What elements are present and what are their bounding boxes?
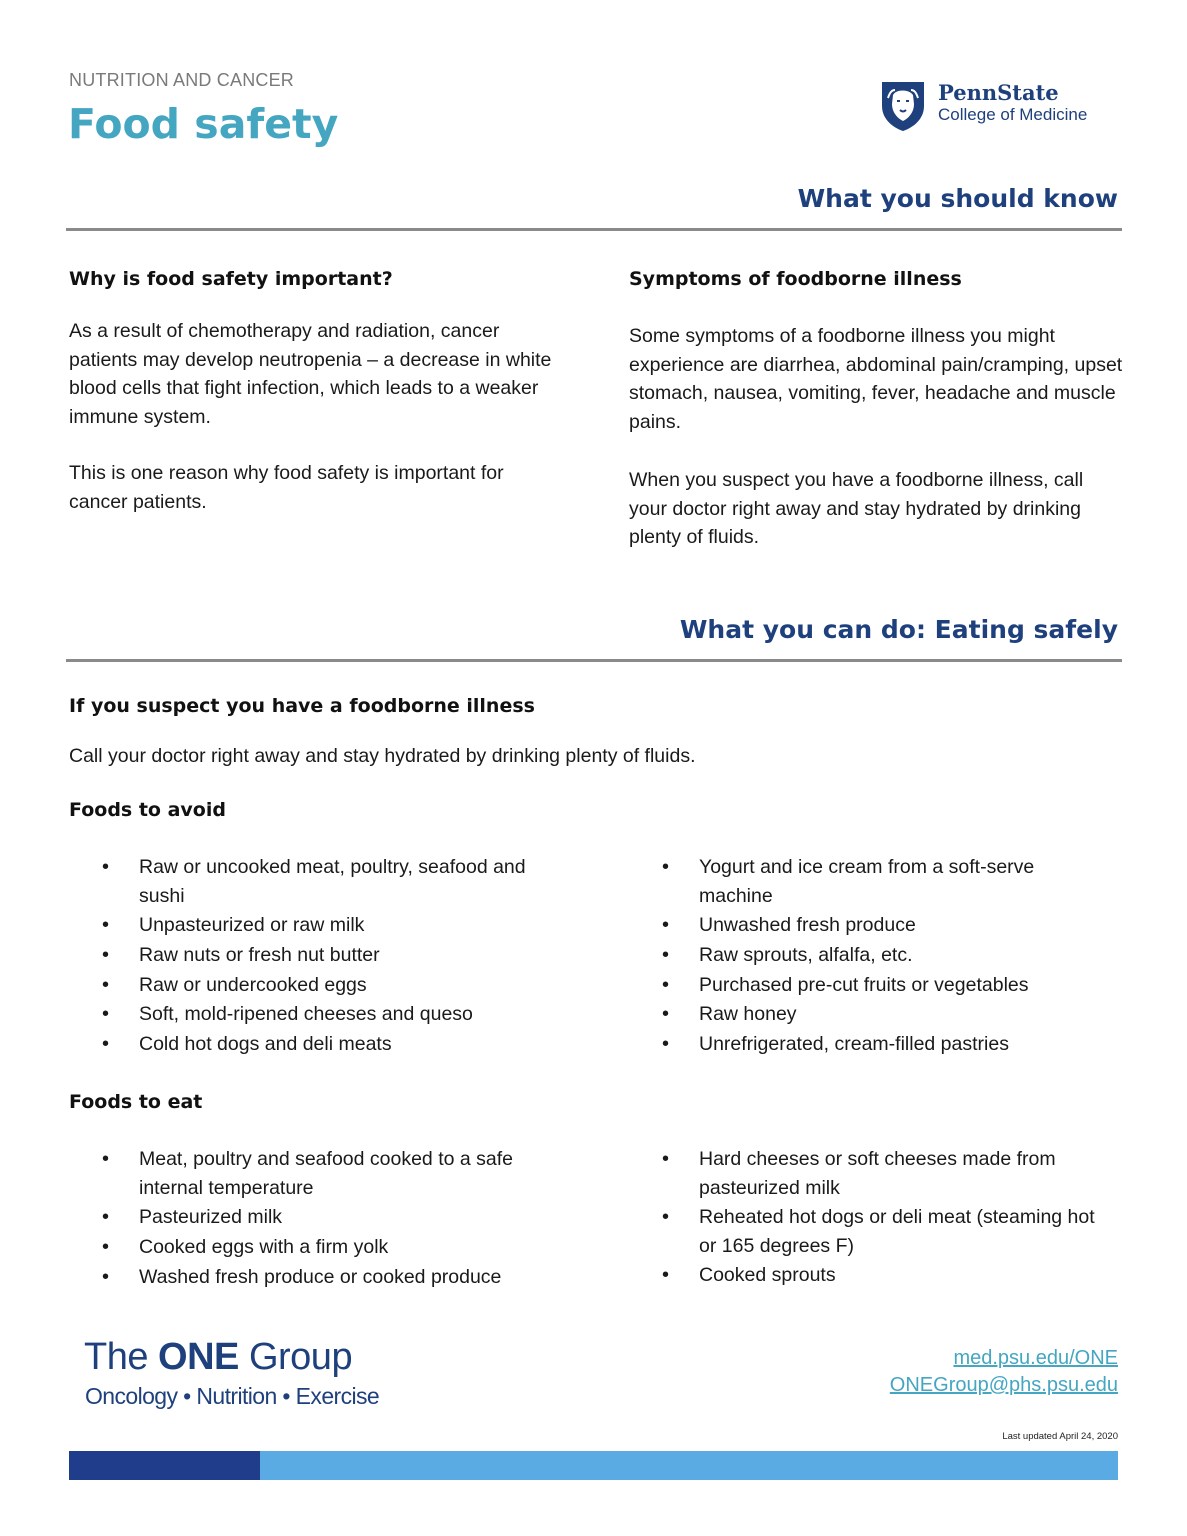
list-item: • Yogurt and ice cream from a soft-serve machine xyxy=(629,853,1089,910)
footer-links xyxy=(890,1345,1118,1399)
list-item: • Unrefrigerated, cream-filled pastries xyxy=(629,1030,1089,1059)
why-important-heading: Why is food safety important? xyxy=(69,268,393,290)
list-item: • Raw or undercooked eggs xyxy=(69,971,559,1000)
list-item: • Cooked sprouts xyxy=(629,1261,1109,1290)
section-heading-eating-safely: What you can do: Eating safely xyxy=(679,615,1118,644)
one-group-pre: The xyxy=(84,1336,159,1378)
foods-eat-list-left xyxy=(69,1145,559,1292)
one-group-bold: ONE xyxy=(158,1336,239,1378)
foods-avoid-list-left xyxy=(69,853,559,1060)
logo-wordmark: PennState xyxy=(938,80,1059,105)
footer-bar-light xyxy=(260,1451,1118,1480)
list-item: • Soft, mold-ripened cheeses and queso xyxy=(69,1000,559,1029)
neutropenia-paragraph: As a result of chemotherapy and radiation, cancer patients may develop neutropenia – a decrease in white blood cells that fight infection, which leads to a weaker immune system. xyxy=(69,320,552,428)
list-item: • Washed fresh produce or cooked produce xyxy=(69,1263,559,1292)
foods-avoid-list-right xyxy=(629,853,1089,1060)
list-item: • Raw or uncooked meat, poultry, seafood and sushi xyxy=(69,853,559,910)
suspect-text: Call your doctor right away and stay hydrated by drinking plenty of fluids. xyxy=(69,745,696,767)
email-link[interactable]: ONEGroup@phs.psu.edu xyxy=(889,1374,1118,1396)
pennstate-logo[interactable] xyxy=(878,78,1118,134)
section-divider xyxy=(66,228,1122,231)
suspect-heading: If you suspect you have a foodborne illness xyxy=(69,695,535,717)
eyebrow-label: NUTRITION AND CANCER xyxy=(69,70,295,90)
section-heading-know: What you should know xyxy=(797,184,1118,213)
one-group-tagline: Oncology • Nutrition • Exercise xyxy=(85,1383,380,1409)
list-item: • Raw nuts or fresh nut butter xyxy=(69,941,559,970)
list-item: • Purchased pre-cut fruits or vegetables xyxy=(629,971,1089,1000)
foods-eat-list-right xyxy=(629,1145,1109,1291)
list-item: • Reheated hot dogs or deli meat (steaming hot or 165 degrees F) xyxy=(629,1203,1109,1260)
logo-subtitle: College of Medicine xyxy=(938,105,1088,124)
list-item: • Raw honey xyxy=(629,1000,1089,1029)
list-item: • Meat, poultry and seafood cooked to a safe internal temperature xyxy=(69,1145,559,1202)
list-item: • Pasteurized milk xyxy=(69,1203,559,1232)
page-title: Food safety xyxy=(68,100,339,148)
symptoms-heading: Symptoms of foodborne illness xyxy=(629,268,962,290)
list-item: • Unpasteurized or raw milk xyxy=(69,911,559,940)
symptoms-block xyxy=(629,268,1124,552)
list-item: • Hard cheeses or soft cheeses made from pasteurized milk xyxy=(629,1145,1109,1202)
symptoms-paragraph: Some symptoms of a foodborne illness you might experience are diarrhea, abdominal pain/cramping, upset stomach, nausea, vomiting, fever, headache and muscle pains. xyxy=(629,325,1123,433)
list-item: • Unwashed fresh produce xyxy=(629,911,1089,940)
why-important-block xyxy=(69,268,559,516)
list-item: • Cold hot dogs and deli meats xyxy=(69,1030,559,1059)
foods-avoid-heading: Foods to avoid xyxy=(69,799,226,821)
one-group-logo xyxy=(84,1336,352,1379)
last-updated: Last updated April 24, 2020 xyxy=(1002,1431,1118,1442)
nittany-lion-shield-icon xyxy=(878,78,928,132)
footer-bar-dark xyxy=(69,1451,260,1480)
list-item: • Cooked eggs with a firm yolk xyxy=(69,1233,559,1262)
section-divider xyxy=(66,659,1122,662)
suspect-paragraph: When you suspect you have a foodborne illness, call your doctor right away and stay hydrated by drinking plenty of fluids. xyxy=(629,469,1084,548)
one-group-post: Group xyxy=(238,1336,353,1378)
reason-paragraph: This is one reason why food safety is important for cancer patients. xyxy=(69,462,504,513)
foods-eat-heading: Foods to eat xyxy=(69,1091,203,1113)
website-link[interactable]: med.psu.edu/ONE xyxy=(953,1347,1118,1369)
list-item: • Raw sprouts, alfalfa, etc. xyxy=(629,941,1089,970)
